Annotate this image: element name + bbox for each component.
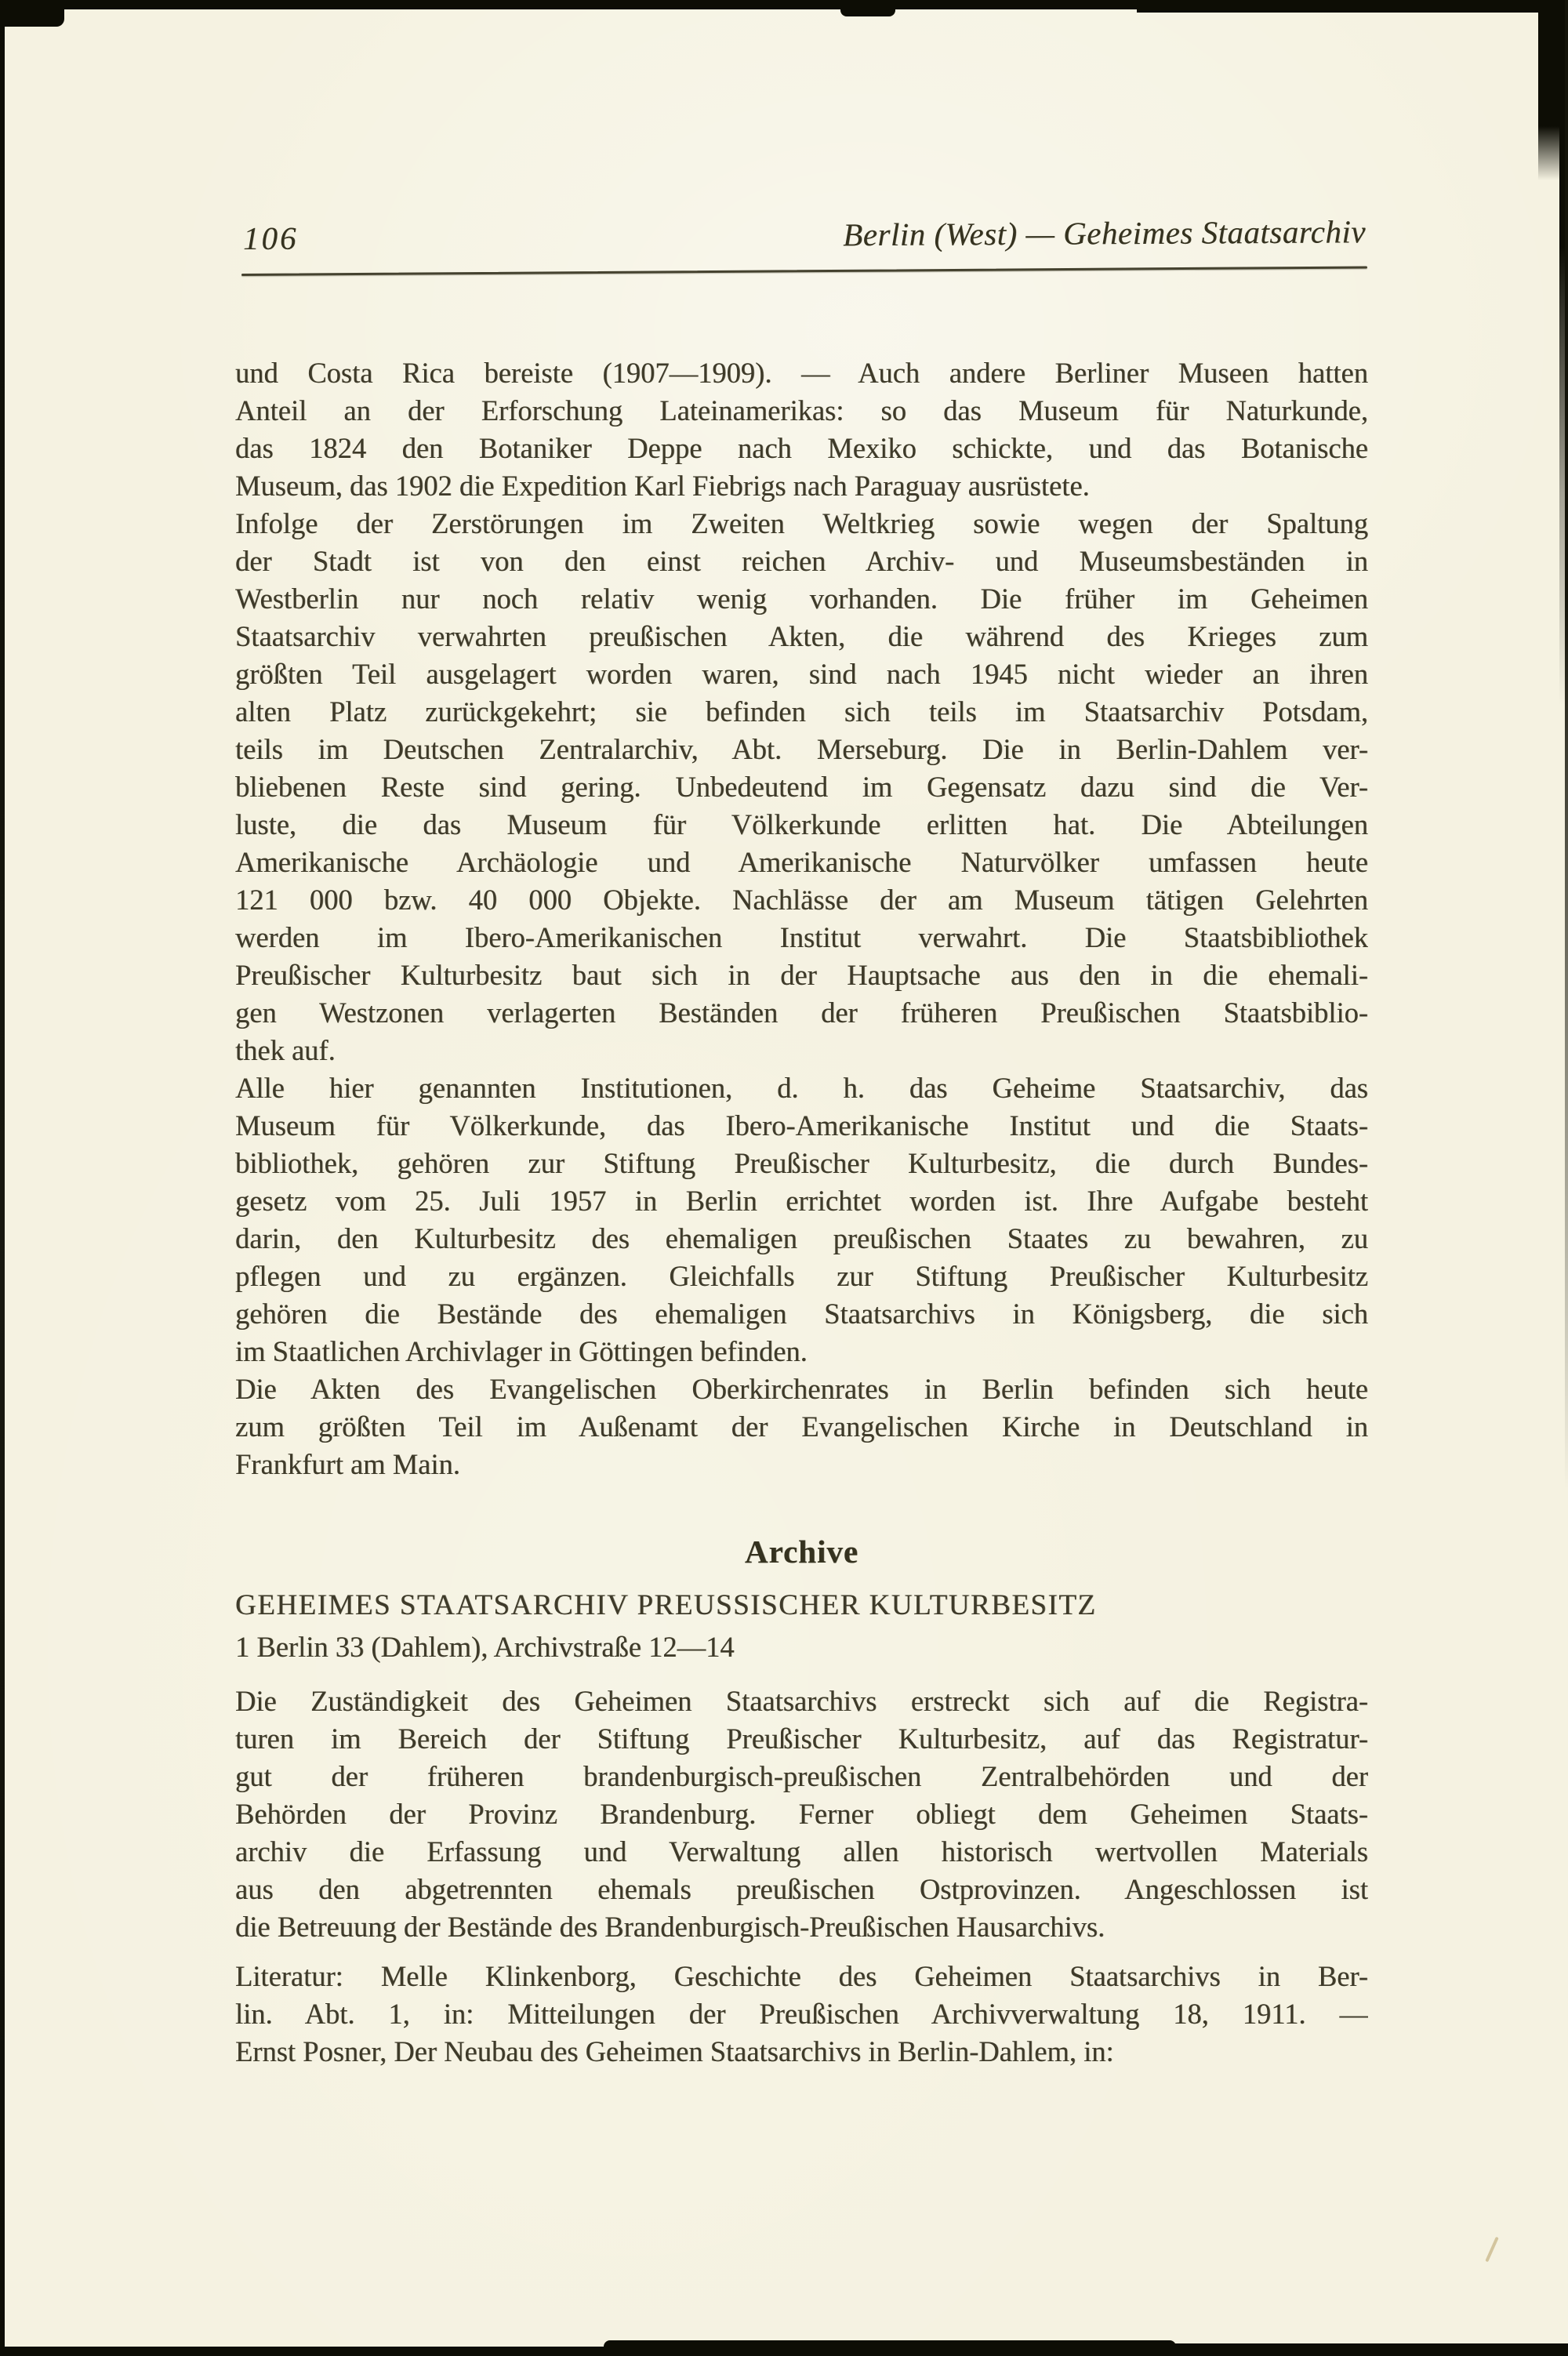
text-line: Anteil an der Erforschung Lateinamerikas: so das Museum für Naturkunde, — [235, 394, 1368, 427]
body-text — [235, 354, 1368, 1483]
text-line: luste, die das Museum für Völkerkunde erlitten hat. Die Abteilungen — [235, 808, 1368, 840]
text-line: aus den abgetrennten ehemals preußischen Ostprovinzen. Angeschlossen ist — [235, 1873, 1368, 1905]
text-line: gesetz vom 25. Juli 1957 in Berlin errichtet worden ist. Ihre Aufgabe besteht — [235, 1185, 1368, 1217]
text-line: zum größten Teil im Außenamt der Evangelischen Kirche in Deutschland in — [235, 1410, 1368, 1443]
archive-entry-description — [235, 1683, 1368, 1946]
text-line: Alle hier genannten Institutionen, d. h. das Geheime Staatsarchiv, das — [235, 1072, 1368, 1104]
header-rule — [241, 266, 1367, 276]
section-heading: Archive — [744, 1534, 859, 1570]
paragraph — [235, 1683, 1368, 1946]
text-line: werden im Ibero-Amerikanischen Institut verwahrt. Die Staatsbibliothek — [235, 921, 1368, 953]
text-line: gen Westzonen verlagerten Beständen der früheren Preußischen Staatsbiblio- — [235, 996, 1368, 1029]
text-line: archiv die Erfassung und Verwaltung allen historisch wertvollen Materials — [235, 1835, 1368, 1868]
paper-fiber-mark — [1485, 2237, 1498, 2263]
scan-edge-left — [0, 0, 5, 2356]
text-line: der Stadt ist von den einst reichen Archiv- und Museumsbeständen in — [235, 545, 1368, 577]
text-line: die Betreuung der Bestände des Brandenburgisch-Preußischen Hausarchivs. — [235, 1911, 1105, 1943]
text-line: Amerikanische Archäologie und Amerikanische Naturvölker umfassen heute — [235, 846, 1368, 878]
text-line: Staatsarchiv verwahrten preußischen Akten, die während des Krieges zum — [235, 620, 1368, 652]
text-line: alten Platz zurückgekehrt; sie befinden sich teils im Staatsarchiv Potsdam, — [235, 695, 1368, 728]
text-line: Museum, das 1902 die Expedition Karl Fiebrigs nach Paraguay ausrüstete. — [235, 470, 1090, 502]
text-line: teils im Deutschen Zentralarchiv, Abt. Merseburg. Die in Berlin-Dahlem ver- — [235, 733, 1368, 765]
page-number: 106 — [242, 220, 299, 256]
scan-edge-right-hairline — [1565, 0, 1568, 1490]
scan-edge-top-left — [0, 0, 64, 27]
text-line: Die Zuständigkeit des Geheimen Staatsarchivs erstreckt sich auf die Registra- — [235, 1685, 1368, 1717]
archive-entry-title: GEHEIMES STAATSARCHIV PREUSSISCHER KULTURBESITZ — [235, 1589, 1097, 1621]
running-header-title: Berlin (West) — Geheimes Staatsarchiv — [843, 213, 1367, 253]
text-line: thek auf. — [235, 1034, 336, 1066]
text-line: Behörden der Provinz Brandenburg. Ferner obliegt dem Geheimen Staats- — [235, 1798, 1368, 1830]
text-line: gehören die Bestände des ehemaligen Staatsarchivs in Königsberg, die sich — [235, 1298, 1368, 1330]
text-line: Museum für Völkerkunde, das Ibero-Amerikanische Institut und die Staats- — [235, 1109, 1368, 1142]
scan-edge-bottom-bump — [604, 2340, 1176, 2356]
scan-edge-top-bump — [840, 0, 895, 16]
text-line: 121 000 bzw. 40 000 Objekte. Nachlässe der am Museum tätigen Gelehrten — [235, 884, 1368, 916]
text-line: größten Teil ausgelagert worden waren, sind nach 1945 nicht wieder an ihren — [235, 658, 1368, 690]
text-line: pflegen und zu ergänzen. Gleichfalls zur Stiftung Preußischer Kulturbesitz — [235, 1260, 1368, 1292]
text-line: Ernst Posner, Der Neubau des Geheimen Staatsarchivs in Berlin-Dahlem, in: — [235, 2035, 1114, 2067]
text-line: Preußischer Kulturbesitz baut sich in der Hauptsache aus den in die ehemali- — [235, 959, 1368, 991]
text-line: das 1824 den Botaniker Deppe nach Mexiko schickte, und das Botanische — [235, 432, 1368, 464]
text-line: Frankfurt am Main. — [235, 1448, 460, 1480]
text-line: bibliothek, gehören zur Stiftung Preußischer Kulturbesitz, die durch Bundes- — [235, 1147, 1368, 1179]
running-header-row — [243, 212, 1366, 257]
text-line: Infolge der Zerstörungen im Zweiten Weltkrieg sowie wegen der Spaltung — [235, 507, 1368, 539]
scan-edge-bottom-right — [1137, 2343, 1568, 2356]
text-line: turen im Bereich der Stiftung Preußischer Kulturbesitz, auf das Registratur- — [235, 1723, 1368, 1755]
text-line: Literatur: Melle Klinkenborg, Geschichte des Geheimen Staatsarchivs in Ber- — [235, 1960, 1368, 1992]
text-line: Westberlin nur noch relativ wenig vorhanden. Die früher im Geheimen — [235, 583, 1368, 615]
paragraph — [235, 1069, 1368, 1370]
paragraph — [235, 354, 1368, 505]
archive-entry-address: 1 Berlin 33 (Dahlem), Archivstraße 12—14 — [235, 1631, 735, 1663]
scan-edge-top-right — [1137, 0, 1568, 13]
paragraph — [235, 1958, 1368, 2071]
paragraph — [235, 1370, 1368, 1483]
text-line: und Costa Rica bereiste (1907—1909). — Auch andere Berliner Museen hatten — [235, 357, 1368, 389]
text-line: Die Akten des Evangelischen Oberkirchenrates in Berlin befinden sich heute — [235, 1373, 1368, 1405]
text-line: bliebenen Reste sind gering. Unbedeutend im Gegensatz dazu sind die Ver- — [235, 771, 1368, 803]
text-line: gut der früheren brandenburgisch-preußischen Zentralbehörden und der — [235, 1760, 1368, 1792]
paragraph — [235, 505, 1368, 1069]
text-line: darin, den Kulturbesitz des ehemaligen preußischen Staates zu bewahren, zu — [235, 1222, 1368, 1254]
literature-paragraph — [235, 1958, 1368, 2071]
text-line: im Staatlichen Archivlager in Göttingen befinden. — [235, 1335, 808, 1367]
text-line: lin. Abt. 1, in: Mitteilungen der Preußischen Archivverwaltung 18, 1911. — — [235, 1998, 1368, 2030]
